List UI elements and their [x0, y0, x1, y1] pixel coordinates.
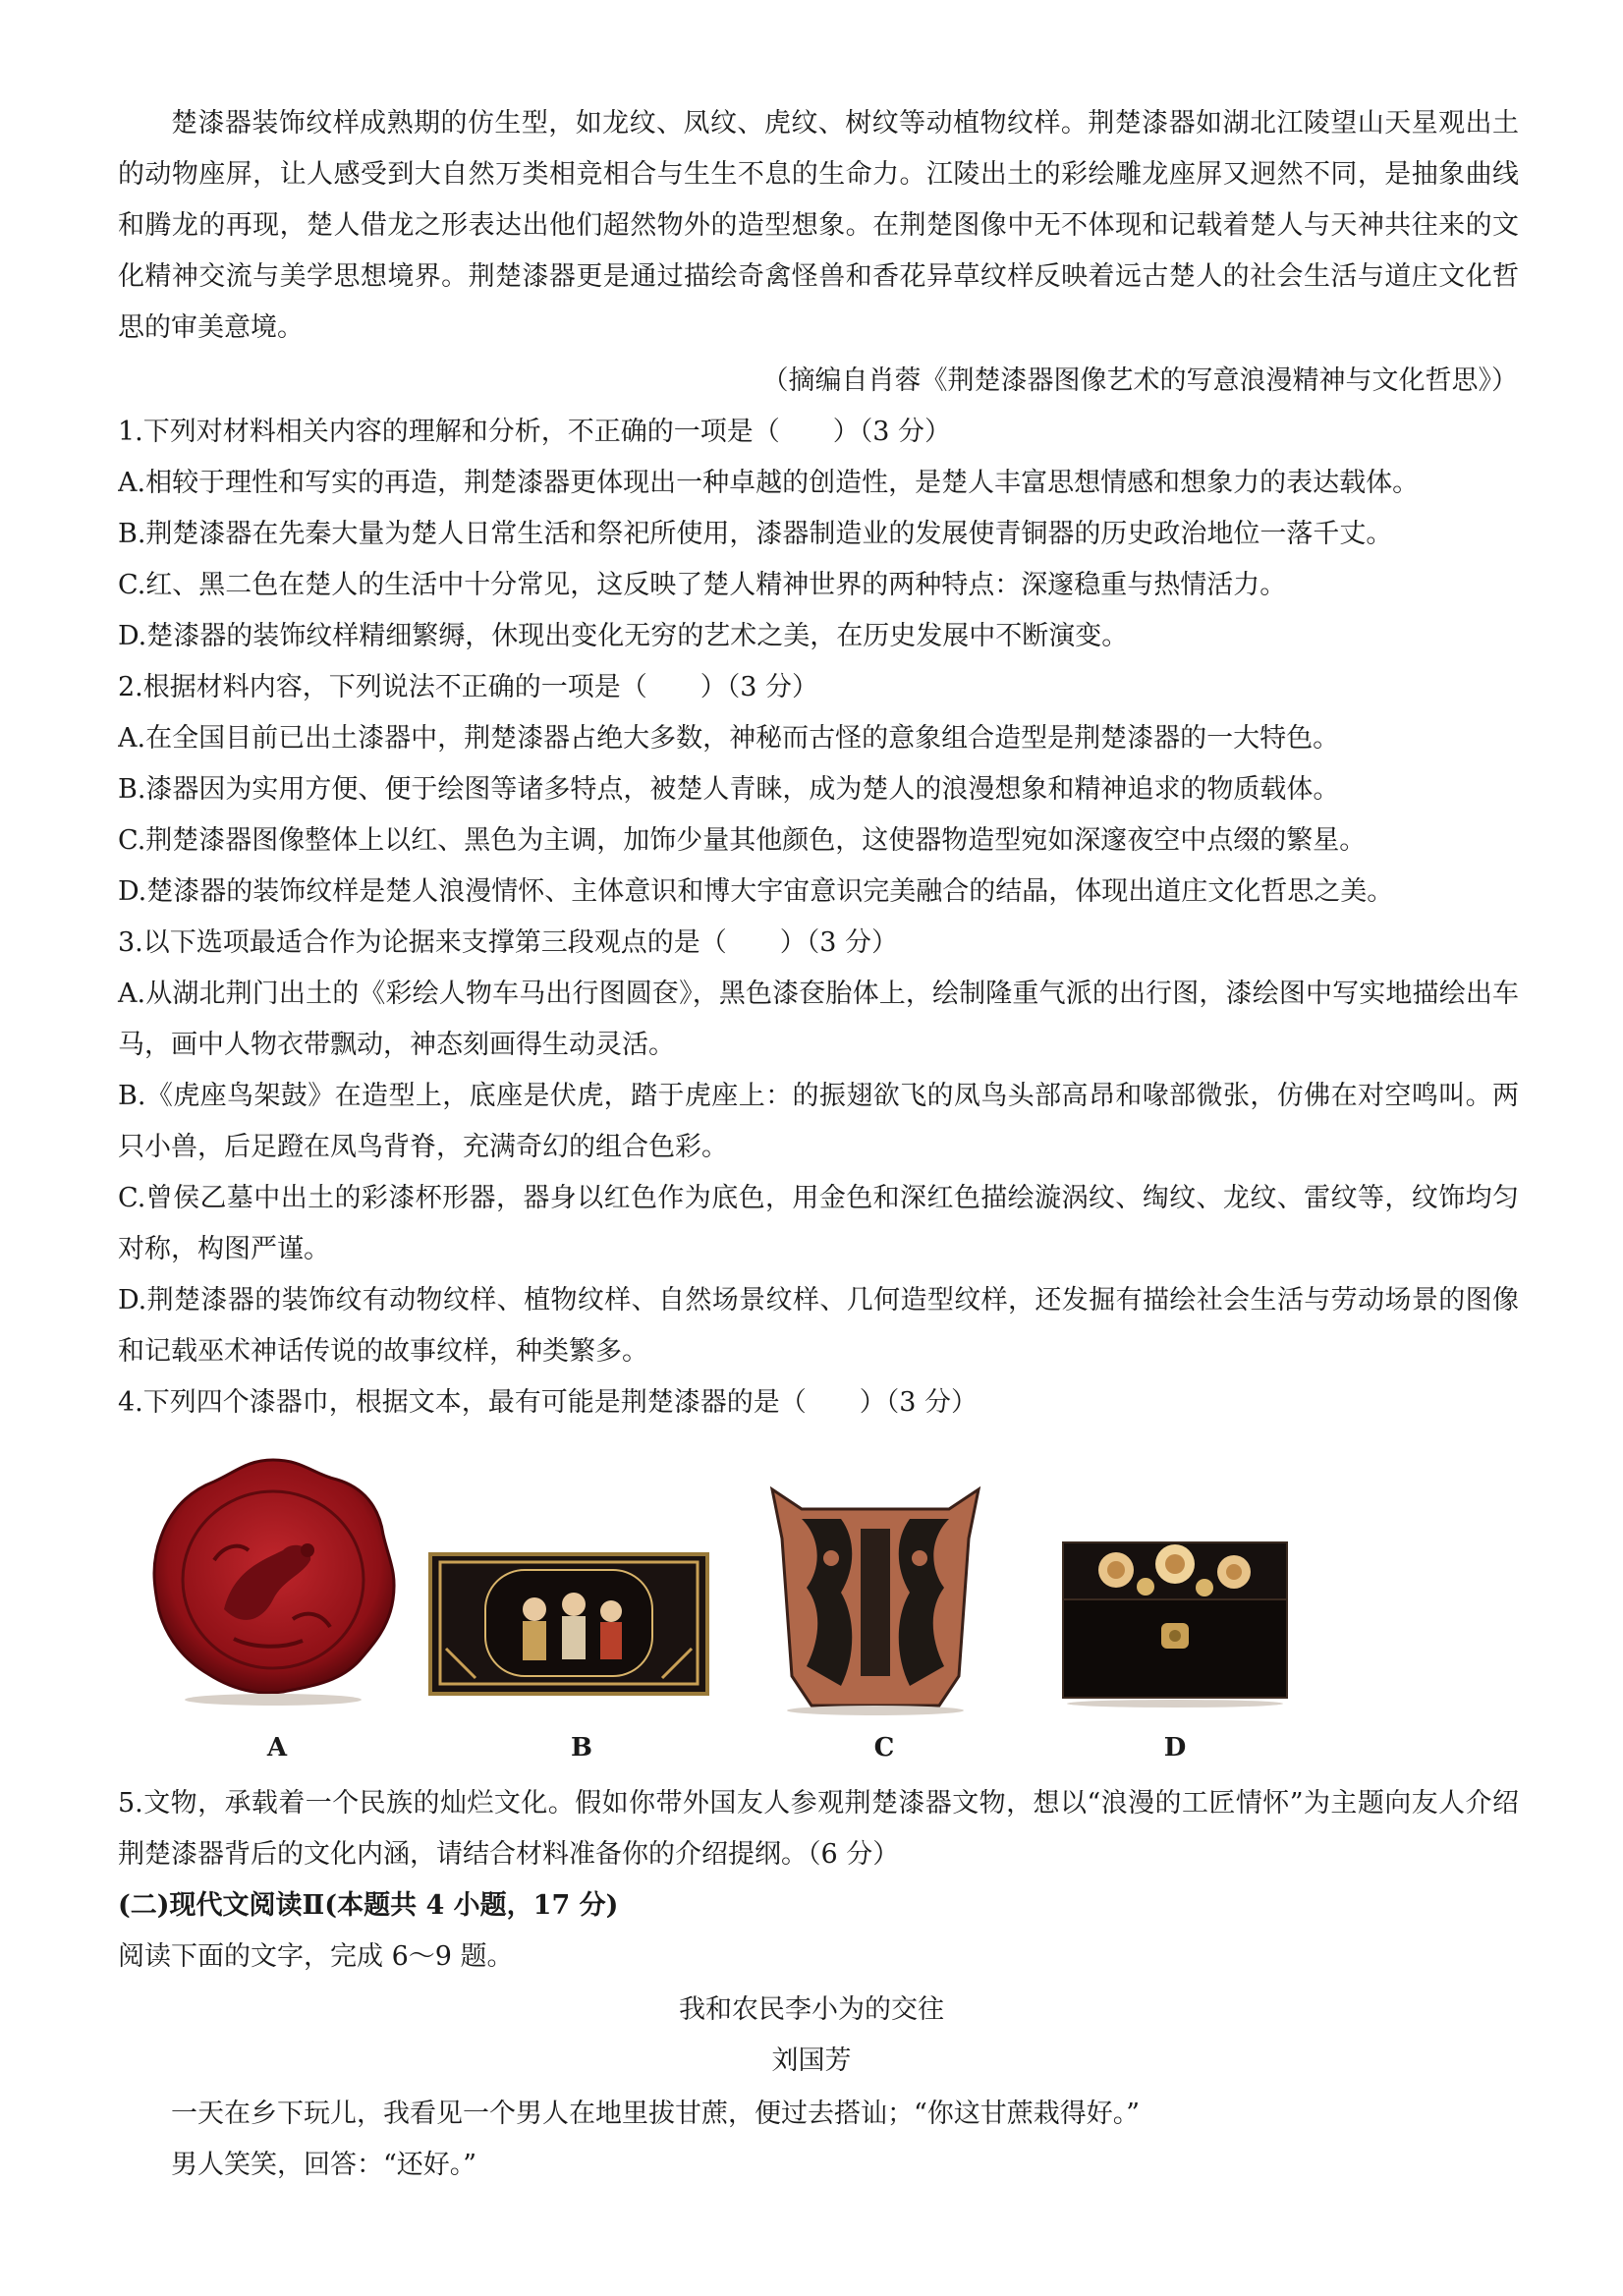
q3-option-a: A.从湖北荆门出土的《彩绘人物车马出行图圆奁》，黑色漆奁胎体上，绘制隆重气派的出行图，漆绘图中写实地描绘出车马，画中人物衣带飘动，神态刻画得生动灵活。: [118, 979, 1519, 1060]
q3-option-b: B.《虎座鸟架鼓》在造型上，底座是伏虎，踏于虎座上：的振翅欲飞的凤鸟头部高昂和喙部微张，仿佛在对空鸣叫。两只小兽，后足蹬在凤鸟背脊，充满奇幻的组合色彩。: [118, 1081, 1519, 1162]
figure-label-a: A: [266, 1733, 288, 1763]
lacquer-box-figures-image: [426, 1550, 711, 1698]
q2-option-b: B.漆器因为实用方便、便于绘图等诸多特点，被楚人青睐，成为楚人的浪漫想象和精神追求的物质载体。: [118, 774, 1340, 805]
q2-option-c: C.荆楚漆器图像整体上以红、黑色为主调，加饰少量其他颜色，这使器物造型宛如深邃夜空中点缀的繁星。: [118, 825, 1367, 856]
figure-label-d: D: [1163, 1733, 1187, 1763]
q3-stem: 3.以下选项最适合作为论据来支撑第三段观点的是（ ）（3 分）: [118, 927, 899, 958]
figure-label-c: C: [873, 1733, 895, 1763]
story-title: 我和农民李小为的交往: [679, 1994, 944, 2025]
q2-option-d: D.楚漆器的装饰纹样是楚人浪漫情怀、主体意识和博大宇宙意识完美融合的结晶，体现出道庄文化哲思之美。: [118, 876, 1394, 907]
q1-option-d: D.楚漆器的装饰纹样精细繁缛，休现出变化无穷的艺术之美，在历史发展中不断演变。: [118, 621, 1129, 651]
q3-option-c: C.曾侯乙墓中出土的彩漆杯形器，器身以红色作为底色，用金色和深红色描绘漩涡纹、绹纹、龙纹、雷纹等，纹饰均匀对称，构图严谨。: [118, 1183, 1519, 1264]
story-author: 刘国芳: [771, 2045, 852, 2076]
q2-option-a: A.在全国目前已出土漆器中，荆楚漆器占绝大多数，神秘而古怪的意象组合造型是荆楚漆器的一大特色。: [118, 723, 1340, 754]
q2-stem: 2.根据材料内容，下列说法不正确的一项是（ ）（3 分）: [118, 672, 819, 702]
q1-option-a: A.相较于理性和写实的再造，荆楚漆器更体现出一种卓越的创造性，是楚人丰富思想情感和想象力的表达载体。: [118, 468, 1420, 498]
passage-paragraph: 楚漆器装饰纹样成熟期的仿生型，如龙纹、凤纹、虎纹、树纹等动植物纹样。荆楚漆器如湖北江陵望山天星观出土的动物座屏，让人感受到大自然万类相竞相合与生生不息的生命力。江陵出土的彩绘雕龙座屏又迥然不同，是抽象曲线和腾龙的再现，楚人借龙之形表达出他们超然物外的造型想象。在荆楚图像中无不体现和记载着楚人与天神共往来的文化精神交流与美学思想境界。荆楚漆器更是通过描绘奇禽怪兽和香花异草纹样反映着远古楚人的社会生活与道庄文化哲思的审美意境。: [118, 108, 1519, 343]
story-line-1: 一天在乡下玩儿，我看见一个男人在地里拔甘蔗，便过去搭讪；“你这甘蔗栽得好。”: [171, 2099, 1141, 2129]
passage-source: （摘编自肖蓉《荆楚漆器图像艺术的写意浪漫精神与文化哲思》）: [761, 365, 1518, 396]
q5-stem: 5.文物，承载着一个民族的灿烂文化。假如你带外国友人参观荆楚漆器文物，想以“浪漫的工匠情怀”为主题向友人介绍荆楚漆器背后的文化内涵，请结合材料准备你的介绍提纲。（6 分）: [118, 1788, 1519, 1870]
q4-stem: 4.下列四个漆器巾，根据文本，最有可能是荆楚漆器的是（ ）（3 分）: [118, 1387, 979, 1418]
carved-vessel-image: [762, 1480, 988, 1715]
section2-instruction: 阅读下面的文字，完成 6～9 题。: [118, 1941, 514, 1972]
q1-stem: 1.下列对材料相关内容的理解和分析，不正确的一项是（ ）（3 分）: [118, 417, 952, 447]
story-line-2: 男人笑笑，回答：“还好。”: [171, 2150, 477, 2180]
q1-option-c: C.红、黑二色在楚人的生活中十分常见，这反映了楚人精神世界的两种特点：深邃稳重与热情活力。: [118, 570, 1287, 600]
lacquer-jewelry-box-image: [1057, 1533, 1293, 1709]
q3-option-d: D.荆楚漆器的装饰纹有动物纹样、植物纹样、自然场景纹样、几何造型纹样，还发掘有描绘社会生活与劳动场景的图像和记载巫术神话传说的故事纹样，种类繁多。: [118, 1285, 1519, 1367]
section2-heading: (二)现代文阅读Ⅱ(本题共 4 小题，17 分): [118, 1890, 619, 1921]
lacquer-plate-image: [145, 1452, 401, 1708]
q1-option-b: B.荆楚漆器在先秦大量为楚人日常生活和祭祀所使用，漆器制造业的发展使青铜器的历史政治地位一落千丈。: [118, 519, 1393, 549]
figure-label-b: B: [571, 1733, 592, 1763]
